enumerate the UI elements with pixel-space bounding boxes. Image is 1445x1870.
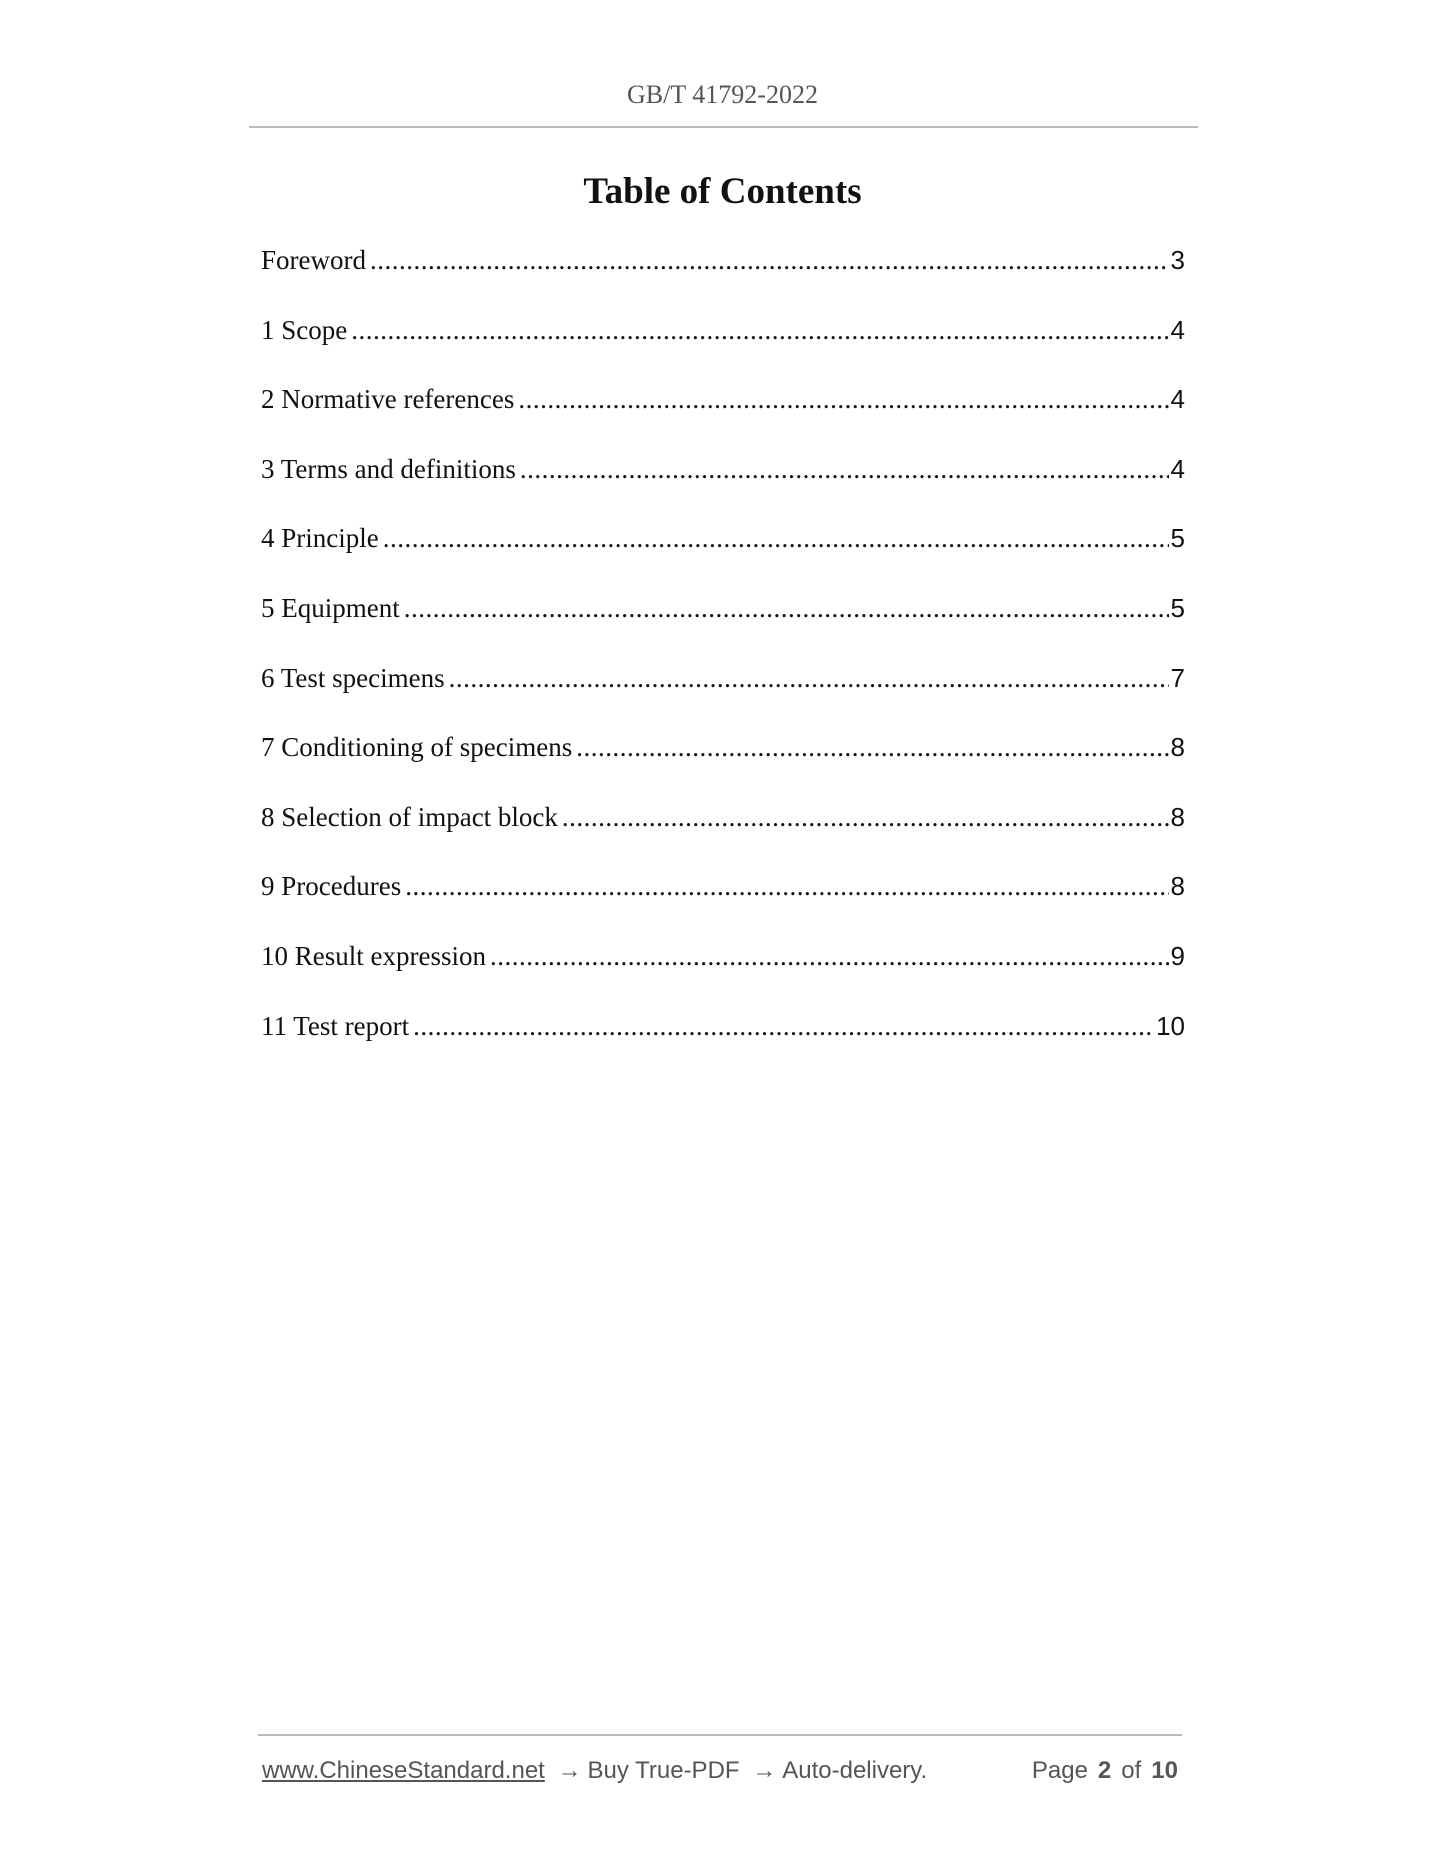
toc-dot-leader bbox=[404, 590, 1169, 626]
toc-entry-page: 10 bbox=[1156, 1010, 1185, 1041]
toc-dot-leader bbox=[383, 520, 1169, 556]
arrow-right-icon: → bbox=[557, 1757, 582, 1784]
toc-dot-leader bbox=[518, 381, 1168, 417]
toc-entry-page: 8 bbox=[1170, 801, 1185, 832]
toc-entry-terms-and-definitions[interactable] bbox=[261, 451, 1185, 521]
toc-entry-label: 3 Terms and definitions bbox=[261, 453, 516, 484]
toc-entry-label: 9 Procedures bbox=[261, 871, 402, 902]
toc-entry-principle[interactable] bbox=[261, 520, 1185, 590]
auto-delivery-text: Auto-delivery. bbox=[782, 1757, 928, 1784]
toc-entry-normative-references[interactable] bbox=[261, 381, 1185, 451]
toc-entry-label: 11 Test report bbox=[261, 1010, 410, 1041]
toc-entry-label: 1 Scope bbox=[261, 314, 348, 345]
toc-entry-page: 5 bbox=[1170, 523, 1185, 554]
toc-entry-page: 8 bbox=[1170, 732, 1185, 763]
toc-dot-leader bbox=[370, 242, 1169, 278]
toc-entry-selection-of-impact-block[interactable] bbox=[261, 799, 1185, 869]
toc-entry-page: 9 bbox=[1170, 940, 1185, 971]
toc-dot-leader bbox=[449, 660, 1169, 696]
toc-entry-page: 4 bbox=[1170, 453, 1185, 484]
toc-entry-label: 6 Test specimens bbox=[261, 662, 445, 693]
toc-entry-label: 5 Equipment bbox=[261, 592, 400, 623]
toc-entry-page: 8 bbox=[1170, 871, 1185, 902]
toc-dot-leader bbox=[405, 868, 1168, 904]
toc-entry-page: 4 bbox=[1170, 314, 1185, 345]
toc-entry-result-expression[interactable] bbox=[261, 938, 1185, 1008]
arrow-right-icon: → bbox=[752, 1757, 777, 1784]
current-page-number: 2 bbox=[1097, 1757, 1112, 1784]
toc-entry-page: 3 bbox=[1170, 245, 1185, 275]
toc-entry-label: 7 Conditioning of specimens bbox=[261, 732, 573, 763]
buy-true-pdf-text: Buy True-PDF bbox=[587, 1757, 740, 1784]
toc-entry-conditioning-of-specimens[interactable] bbox=[261, 729, 1185, 799]
toc-title: Table of Contents bbox=[583, 171, 862, 212]
header-divider bbox=[249, 126, 1198, 128]
toc-entry-label: 8 Selection of impact block bbox=[261, 801, 558, 832]
toc-dot-leader bbox=[413, 1008, 1154, 1044]
toc-entry-label: 10 Result expression bbox=[261, 940, 486, 971]
site-link[interactable]: www.ChineseStandard.net bbox=[262, 1757, 545, 1784]
page-word: Page bbox=[1031, 1757, 1088, 1784]
total-pages-number: 10 bbox=[1151, 1757, 1178, 1784]
page-indicator bbox=[1032, 1754, 1178, 1788]
page-footer bbox=[262, 1754, 1182, 1788]
of-word: of bbox=[1121, 1757, 1142, 1784]
toc-dot-leader bbox=[351, 312, 1168, 348]
toc-entry-equipment[interactable] bbox=[261, 590, 1185, 660]
toc-entry-label: 4 Principle bbox=[261, 523, 379, 554]
toc-entry-label: Foreword bbox=[261, 245, 366, 275]
toc-entry-page: 4 bbox=[1170, 384, 1185, 415]
toc-dot-leader bbox=[576, 729, 1168, 765]
toc-list bbox=[261, 242, 1185, 1077]
toc-entry-page: 7 bbox=[1170, 662, 1185, 693]
toc-entry-scope[interactable] bbox=[261, 312, 1185, 382]
footer-divider bbox=[258, 1734, 1182, 1736]
toc-dot-leader bbox=[490, 938, 1169, 974]
toc-entry-test-specimens[interactable] bbox=[261, 660, 1185, 730]
toc-entry-procedures[interactable] bbox=[261, 868, 1185, 938]
toc-entry-label: 2 Normative references bbox=[261, 384, 515, 415]
header-standard-code: GB/T 41792-2022 bbox=[627, 80, 818, 109]
footer-promo bbox=[262, 1754, 927, 1788]
toc-dot-leader bbox=[520, 451, 1169, 487]
toc-entry-foreword[interactable] bbox=[261, 242, 1185, 312]
toc-dot-leader bbox=[562, 799, 1169, 835]
toc-entry-page: 5 bbox=[1170, 592, 1185, 623]
toc-entry-test-report[interactable] bbox=[261, 1008, 1185, 1078]
